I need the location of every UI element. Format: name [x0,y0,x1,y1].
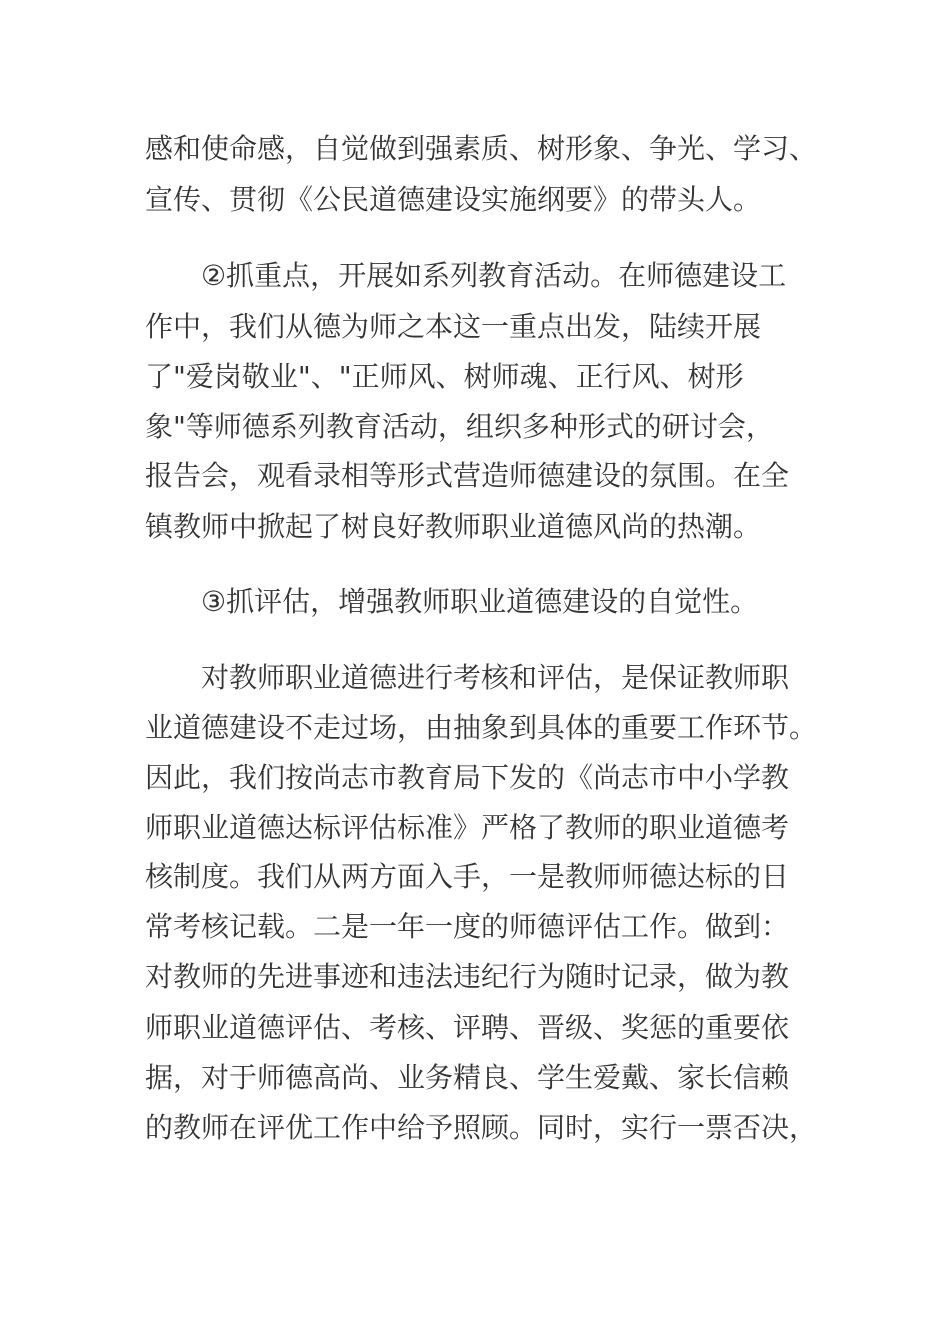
paragraph-4-line-7: 对教师的先进事迹和违法违纪行为随时记录，做为教 [145,960,790,993]
paragraph-4-line-10: 的教师在评优工作中给予照顾。同时，实行一票否决， [145,1111,818,1144]
paragraph-4-line-5: 核制度。我们从两方面入手，一是教师师德达标的日 [145,860,790,893]
paragraph-4-line-2: 业道德建设不走过场，由抽象到具体的重要工作环节。 [145,711,818,744]
paragraph-4-line-4: 师职业道德达标评估标准》严格了教师的职业道德考 [145,811,790,844]
paragraph-2-line-5: 报告会，观看录相等形式营造师德建设的氛围。在全 [145,459,790,492]
paragraph-2-line-1: ②抓重点，开展如系列教育活动。在师德建设工 [201,259,787,292]
paragraph-4-line-3: 因此，我们按尚志市教育局下发的《尚志市中小学教 [145,761,790,794]
paragraph-1-line-2: 宣传、贯彻《公民道德建设实施纲要》的带头人。 [145,183,762,216]
paragraph-4-line-8: 师职业道德评估、考核、评聘、晋级、奖惩的重要依 [145,1011,790,1044]
paragraph-2-line-3: 了"爱岗敬业"、"正师风、树师魂、正行风、树形 [145,360,744,393]
paragraph-4-line-6: 常考核记载。二是一年一度的师德评估工作。做到： [145,910,790,943]
paragraph-2-line-2: 作中，我们从德为师之本这一重点出发，陆续开展 [145,310,762,343]
paragraph-2-line-4: 象"等师德系列教育活动，组织多种形式的研讨会， [145,410,774,443]
paragraph-2-line-6: 镇教师中掀起了树良好教师职业道德风尚的热潮。 [145,510,762,543]
paragraph-1-line-1: 感和使命感，自觉做到强素质、树形象、争光、学习、 [145,132,818,165]
paragraph-4-line-1: 对教师职业道德进行考核和评估，是保证教师职 [201,661,790,694]
paragraph-3-line-1: ③抓评估，增强教师职业道德建设的自觉性。 [201,585,759,618]
paragraph-4-line-9: 据，对于师德高尚、业务精良、学生爱戴、家长信赖 [145,1061,790,1094]
